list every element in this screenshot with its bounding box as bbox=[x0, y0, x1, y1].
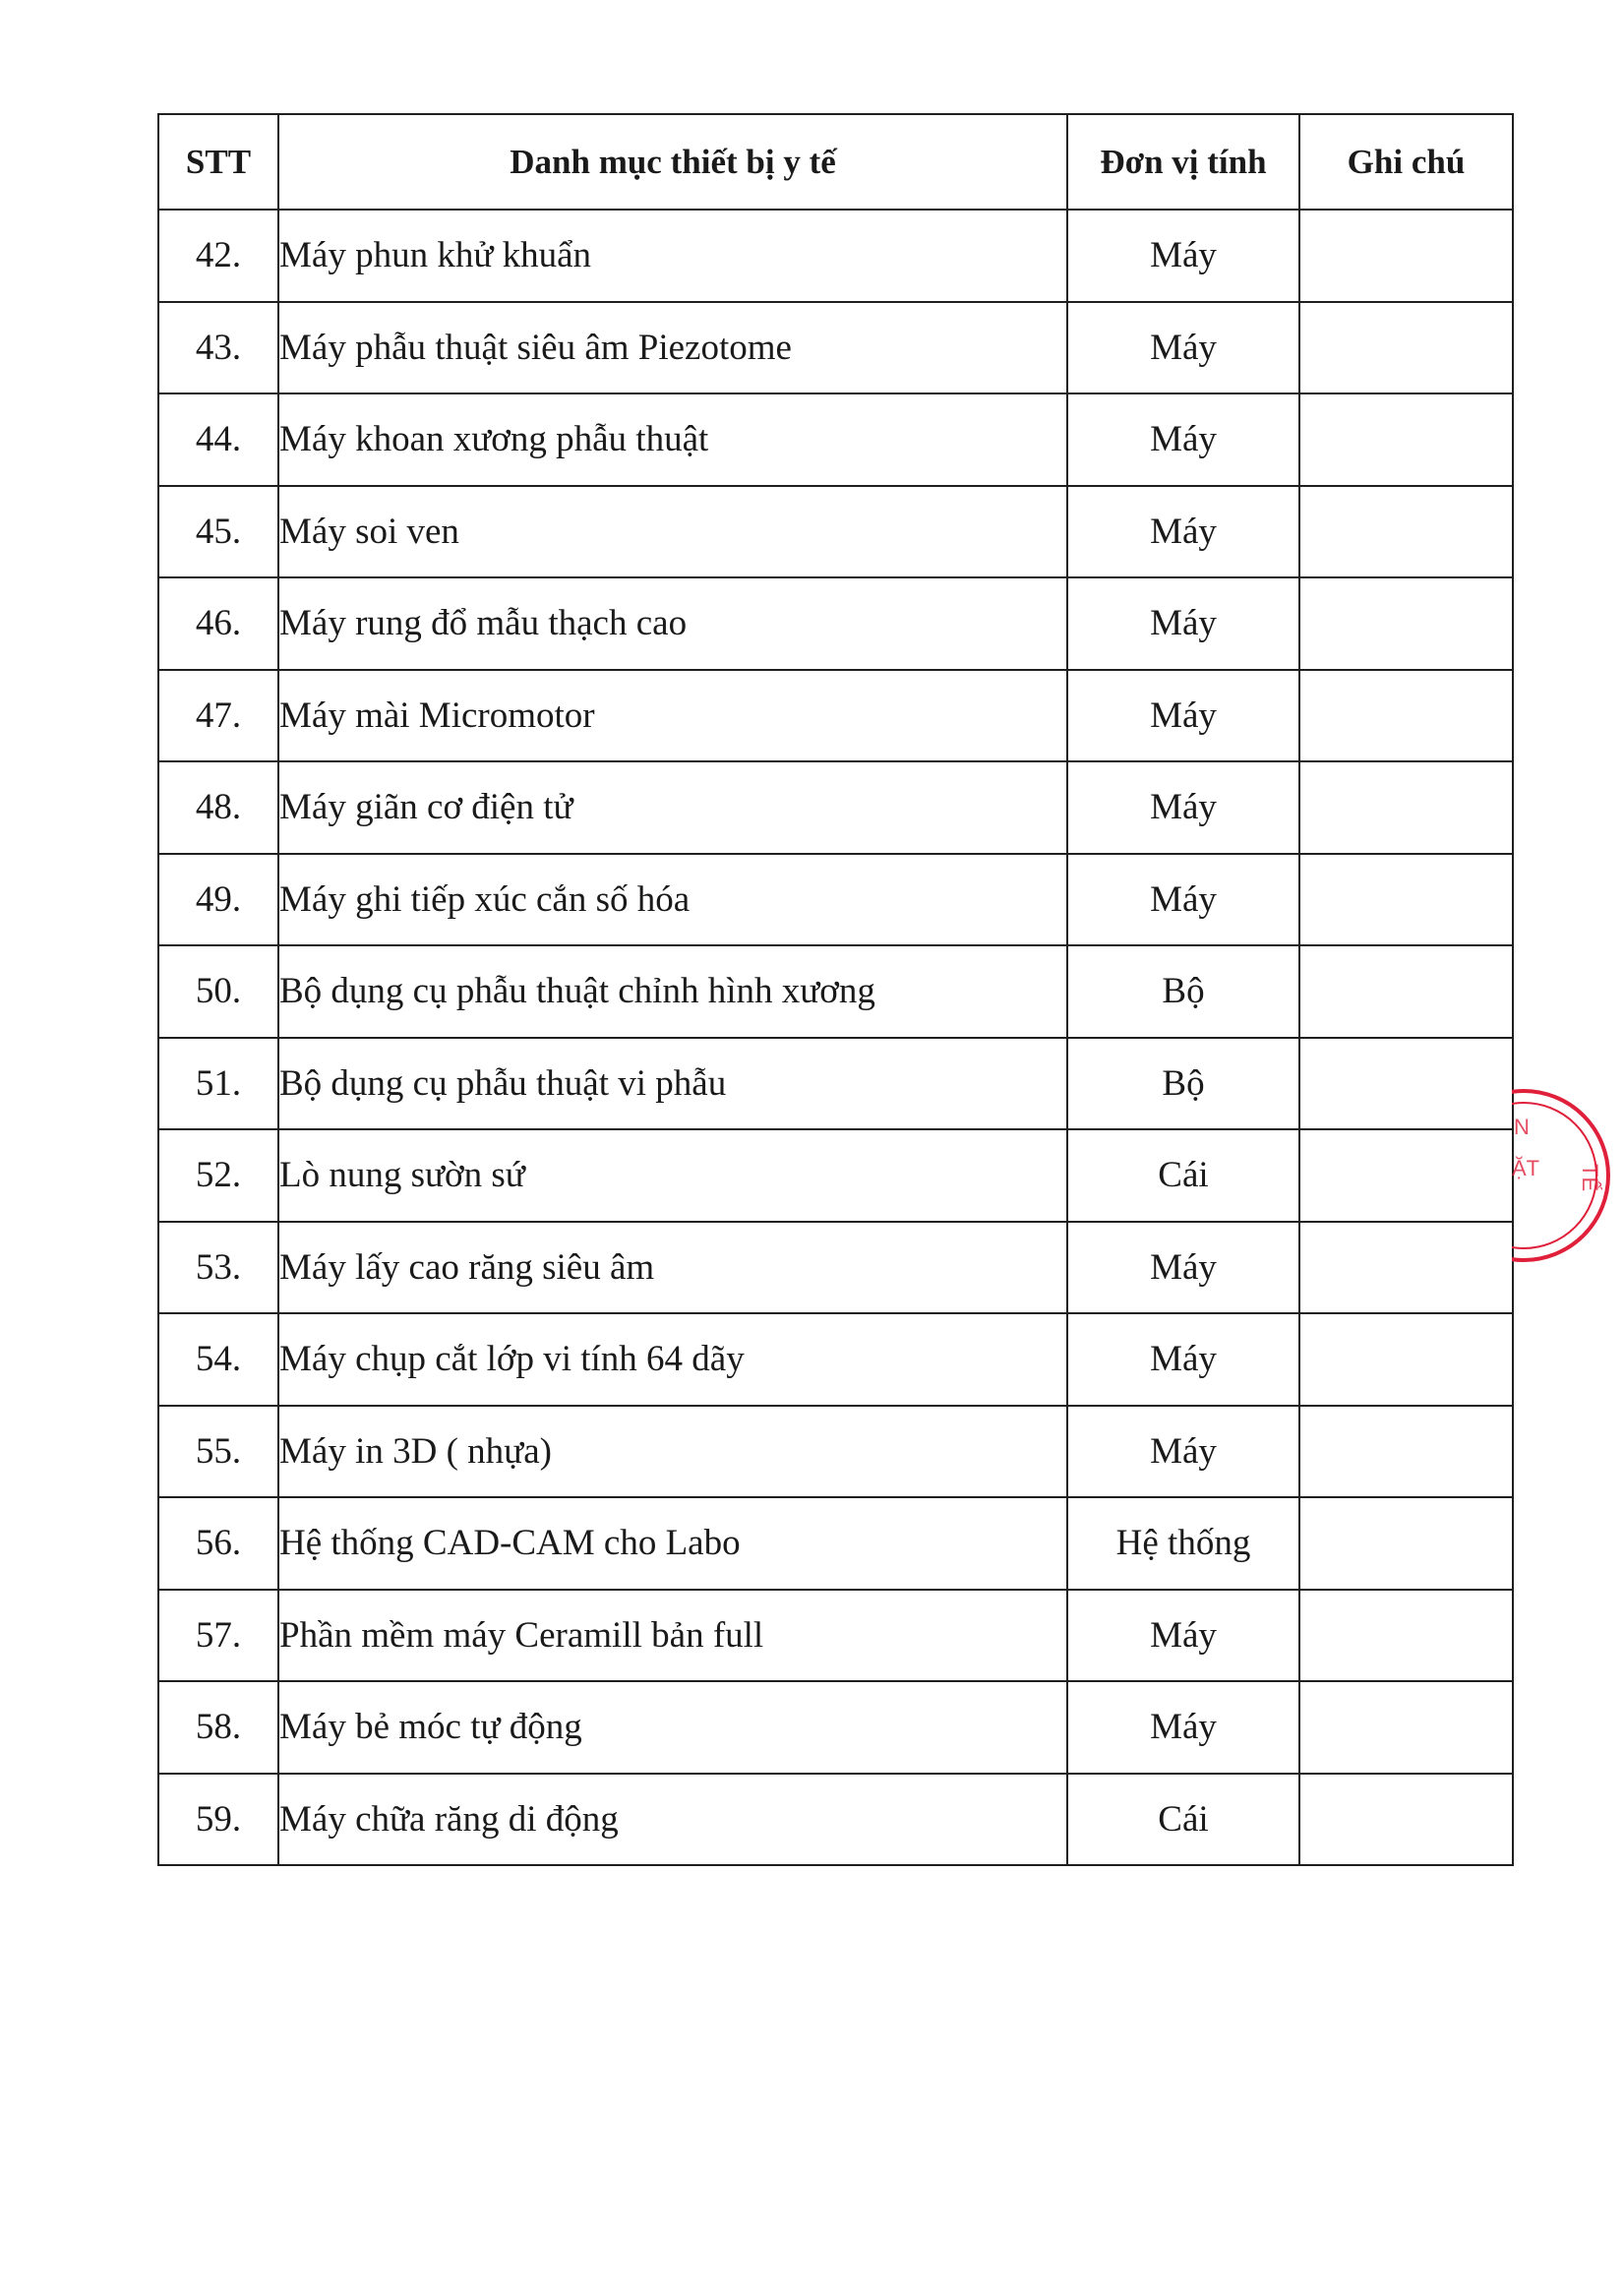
table-row bbox=[158, 1590, 1513, 1682]
equipment-name: Máy phẫu thuật siêu âm Piezotome bbox=[278, 302, 1067, 394]
row-number: 51. bbox=[158, 1038, 278, 1130]
header-unit: Đơn vị tính bbox=[1067, 114, 1299, 210]
unit-of-measure: Hệ thống bbox=[1067, 1497, 1299, 1590]
note-cell bbox=[1299, 670, 1513, 762]
unit-of-measure: Bộ bbox=[1067, 1038, 1299, 1130]
table-row bbox=[158, 945, 1513, 1038]
equipment-name: Phần mềm máy Ceramill bản full bbox=[278, 1590, 1067, 1682]
unit-of-measure: Máy bbox=[1067, 670, 1299, 762]
row-number: 55. bbox=[158, 1406, 278, 1498]
header-name: Danh mục thiết bị y tế bbox=[278, 114, 1067, 210]
table-header-row bbox=[158, 114, 1513, 210]
row-number: 52. bbox=[158, 1129, 278, 1222]
equipment-name: Máy khoan xương phẫu thuật bbox=[278, 393, 1067, 486]
unit-of-measure: Bộ bbox=[1067, 945, 1299, 1038]
equipment-name: Máy phun khử khuẩn bbox=[278, 210, 1067, 302]
note-cell bbox=[1299, 1497, 1513, 1590]
note-cell bbox=[1299, 1129, 1513, 1222]
equipment-name: Máy chụp cắt lớp vi tính 64 dãy bbox=[278, 1313, 1067, 1406]
table-row bbox=[158, 1681, 1513, 1774]
table-body bbox=[158, 210, 1513, 1865]
row-number: 50. bbox=[158, 945, 278, 1038]
unit-of-measure: Máy bbox=[1067, 1222, 1299, 1314]
table-row bbox=[158, 854, 1513, 946]
note-cell bbox=[1299, 486, 1513, 578]
note-cell bbox=[1299, 1406, 1513, 1498]
table-row bbox=[158, 393, 1513, 486]
note-cell bbox=[1299, 945, 1513, 1038]
row-number: 53. bbox=[158, 1222, 278, 1314]
table-row bbox=[158, 210, 1513, 302]
note-cell bbox=[1299, 1681, 1513, 1774]
unit-of-measure: Máy bbox=[1067, 1313, 1299, 1406]
row-number: 48. bbox=[158, 761, 278, 854]
unit-of-measure: Cái bbox=[1067, 1129, 1299, 1222]
svg-text:TẾ: TẾ bbox=[1578, 1164, 1602, 1192]
equipment-table bbox=[157, 113, 1514, 1866]
table-row bbox=[158, 486, 1513, 578]
table-row bbox=[158, 670, 1513, 762]
equipment-name: Máy giãn cơ điện tử bbox=[278, 761, 1067, 854]
equipment-name: Máy rung đổ mẫu thạch cao bbox=[278, 577, 1067, 670]
official-seal bbox=[1512, 1038, 1624, 1313]
equipment-name: Hệ thống CAD-CAM cho Labo bbox=[278, 1497, 1067, 1590]
row-number: 47. bbox=[158, 670, 278, 762]
row-number: 56. bbox=[158, 1497, 278, 1590]
equipment-name: Máy chữa răng di động bbox=[278, 1774, 1067, 1866]
note-cell bbox=[1299, 1774, 1513, 1866]
equipment-name: Máy ghi tiếp xúc cắn số hóa bbox=[278, 854, 1067, 946]
equipment-name: Lò nung sườn sứ bbox=[278, 1129, 1067, 1222]
row-number: 45. bbox=[158, 486, 278, 578]
unit-of-measure: Máy bbox=[1067, 577, 1299, 670]
equipment-name: Bộ dụng cụ phẫu thuật vi phẫu bbox=[278, 1038, 1067, 1130]
table-row bbox=[158, 302, 1513, 394]
table-row bbox=[158, 1497, 1513, 1590]
unit-of-measure: Máy bbox=[1067, 210, 1299, 302]
equipment-name: Máy mài Micromotor bbox=[278, 670, 1067, 762]
note-cell bbox=[1299, 1590, 1513, 1682]
seal-graphic bbox=[1512, 1038, 1624, 1313]
note-cell bbox=[1299, 854, 1513, 946]
note-cell bbox=[1299, 1038, 1513, 1130]
svg-text:ẶT: ẶT bbox=[1512, 1156, 1540, 1180]
equipment-name: Máy bẻ móc tự động bbox=[278, 1681, 1067, 1774]
row-number: 44. bbox=[158, 393, 278, 486]
header-stt: STT bbox=[158, 114, 278, 210]
table-row bbox=[158, 761, 1513, 854]
unit-of-measure: Máy bbox=[1067, 486, 1299, 578]
row-number: 54. bbox=[158, 1313, 278, 1406]
row-number: 43. bbox=[158, 302, 278, 394]
note-cell bbox=[1299, 1313, 1513, 1406]
svg-text:N: N bbox=[1514, 1115, 1530, 1139]
note-cell bbox=[1299, 761, 1513, 854]
header-note: Ghi chú bbox=[1299, 114, 1513, 210]
note-cell bbox=[1299, 302, 1513, 394]
note-cell bbox=[1299, 577, 1513, 670]
row-number: 59. bbox=[158, 1774, 278, 1866]
note-cell bbox=[1299, 1222, 1513, 1314]
note-cell bbox=[1299, 210, 1513, 302]
row-number: 58. bbox=[158, 1681, 278, 1774]
unit-of-measure: Máy bbox=[1067, 1406, 1299, 1498]
unit-of-measure: Cái bbox=[1067, 1774, 1299, 1866]
table-row bbox=[158, 1129, 1513, 1222]
row-number: 42. bbox=[158, 210, 278, 302]
unit-of-measure: Máy bbox=[1067, 1590, 1299, 1682]
equipment-name: Máy soi ven bbox=[278, 486, 1067, 578]
table-row bbox=[158, 1222, 1513, 1314]
table-row bbox=[158, 1774, 1513, 1866]
note-cell bbox=[1299, 393, 1513, 486]
equipment-name: Bộ dụng cụ phẫu thuật chỉnh hình xương bbox=[278, 945, 1067, 1038]
unit-of-measure: Máy bbox=[1067, 761, 1299, 854]
unit-of-measure: Máy bbox=[1067, 854, 1299, 946]
table-row bbox=[158, 1038, 1513, 1130]
table-row bbox=[158, 1313, 1513, 1406]
unit-of-measure: Máy bbox=[1067, 302, 1299, 394]
table-row bbox=[158, 577, 1513, 670]
row-number: 46. bbox=[158, 577, 278, 670]
row-number: 57. bbox=[158, 1590, 278, 1682]
unit-of-measure: Máy bbox=[1067, 1681, 1299, 1774]
unit-of-measure: Máy bbox=[1067, 393, 1299, 486]
row-number: 49. bbox=[158, 854, 278, 946]
equipment-name: Máy lấy cao răng siêu âm bbox=[278, 1222, 1067, 1314]
table-row bbox=[158, 1406, 1513, 1498]
equipment-name: Máy in 3D ( nhựa) bbox=[278, 1406, 1067, 1498]
